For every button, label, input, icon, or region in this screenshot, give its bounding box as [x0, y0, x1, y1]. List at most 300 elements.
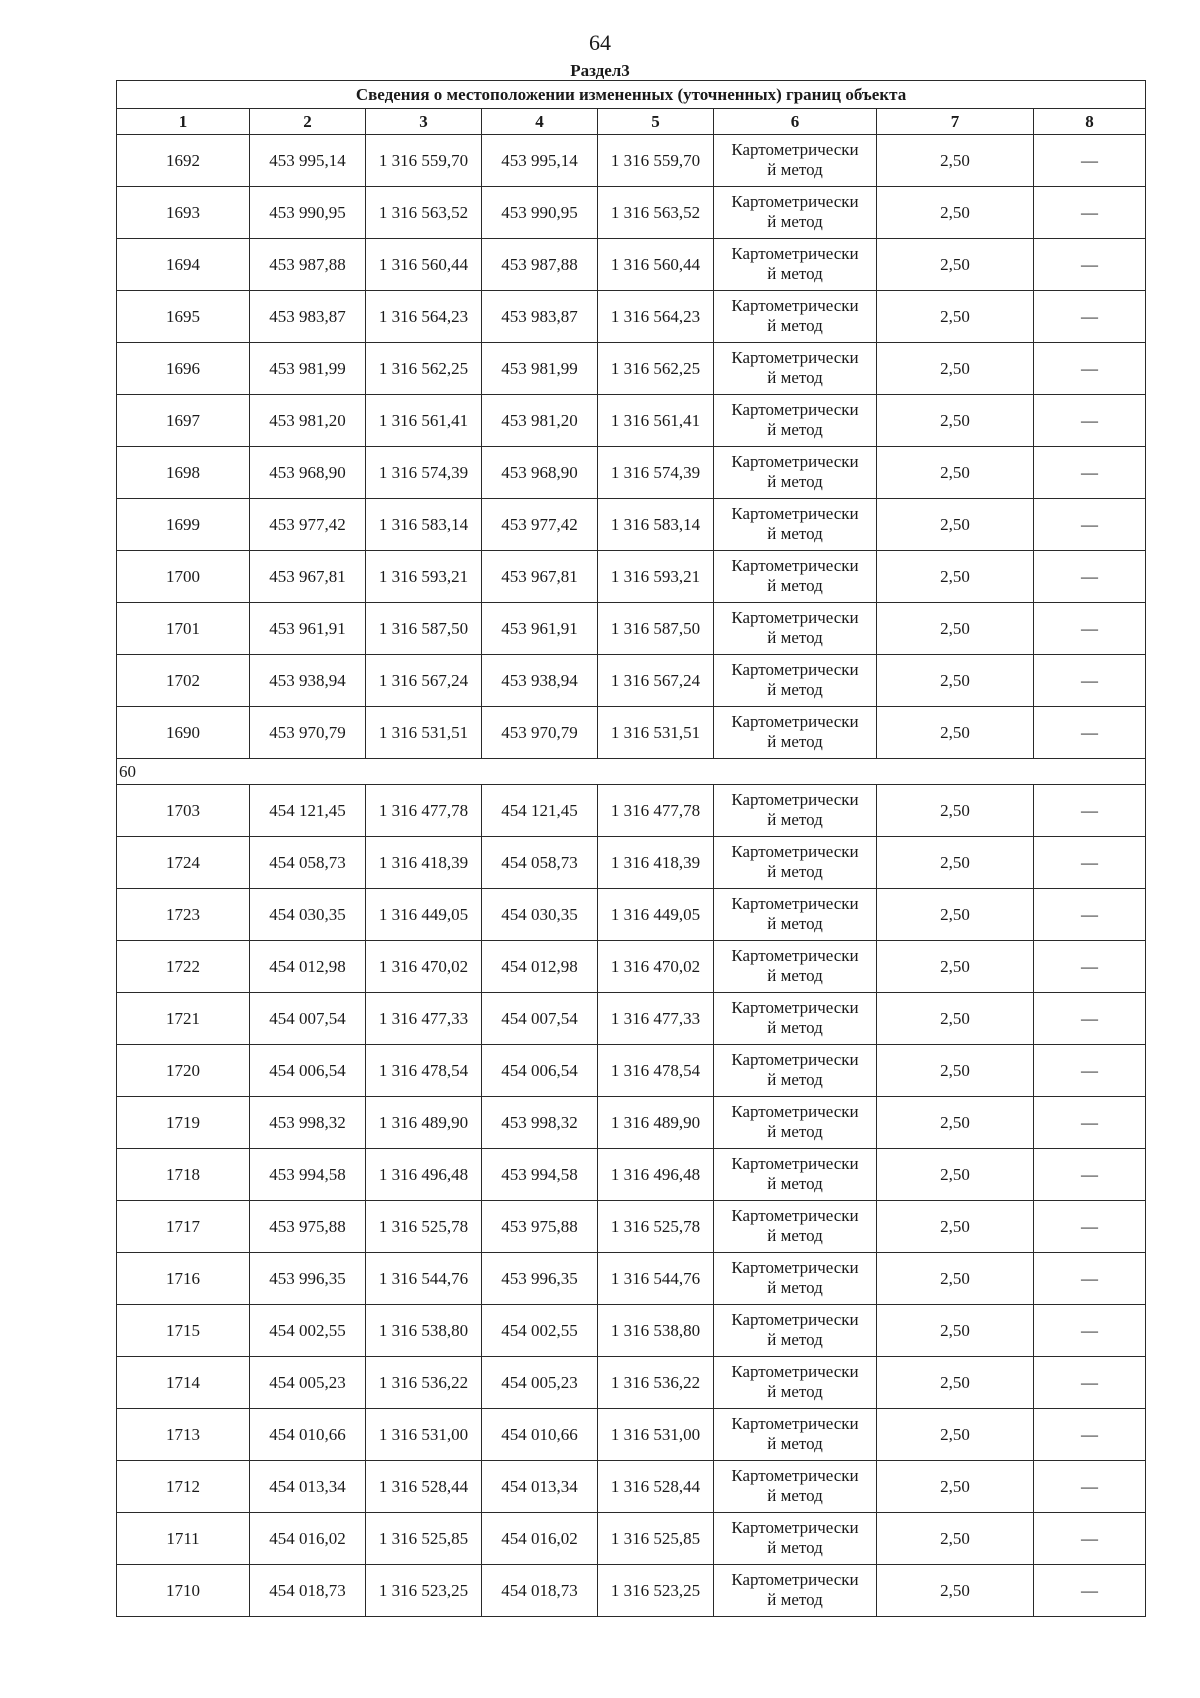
column-number: 3: [366, 109, 482, 135]
x-existing: 453 968,90: [250, 447, 366, 499]
x-existing: 453 967,81: [250, 551, 366, 603]
y-existing: 1 316 561,41: [366, 395, 482, 447]
method: [714, 889, 877, 941]
point-description: —: [1034, 239, 1146, 291]
y-new: 1 316 489,90: [598, 1097, 714, 1149]
method: [714, 655, 877, 707]
method: [714, 187, 877, 239]
x-new: 453 981,20: [482, 395, 598, 447]
accuracy: 2,50: [877, 889, 1034, 941]
y-new: 1 316 583,14: [598, 499, 714, 551]
accuracy: 2,50: [877, 447, 1034, 499]
method-line: Картометрически: [731, 1153, 859, 1173]
table-body: [117, 135, 1146, 1617]
accuracy: 2,50: [877, 603, 1034, 655]
method: [714, 1565, 877, 1617]
x-existing: 453 990,95: [250, 187, 366, 239]
x-new: 453 938,94: [482, 655, 598, 707]
x-new: 454 006,54: [482, 1045, 598, 1097]
method-line: Картометрически: [731, 997, 859, 1017]
x-existing: 454 002,55: [250, 1305, 366, 1357]
method-line: й метод: [767, 679, 823, 699]
column-number: 5: [598, 109, 714, 135]
y-new: 1 316 561,41: [598, 395, 714, 447]
method-line: й метод: [767, 1537, 823, 1557]
method-line: Картометрически: [731, 191, 859, 211]
table-row: [117, 1097, 1146, 1149]
y-new: 1 316 567,24: [598, 655, 714, 707]
method-line: й метод: [767, 159, 823, 179]
x-existing: 454 006,54: [250, 1045, 366, 1097]
y-existing: 1 316 567,24: [366, 655, 482, 707]
method-line: й метод: [767, 627, 823, 647]
x-new: 454 058,73: [482, 837, 598, 889]
method-line: й метод: [767, 913, 823, 933]
point-description: —: [1034, 785, 1146, 837]
method-line: й метод: [767, 523, 823, 543]
method-line: Картометрически: [731, 711, 859, 731]
method: [714, 1253, 877, 1305]
table-row: [117, 1409, 1146, 1461]
column-number: 1: [117, 109, 250, 135]
y-existing: 1 316 528,44: [366, 1461, 482, 1513]
x-new: 453 968,90: [482, 447, 598, 499]
method: [714, 837, 877, 889]
x-new: 453 996,35: [482, 1253, 598, 1305]
x-new: 453 977,42: [482, 499, 598, 551]
method: [714, 1461, 877, 1513]
y-existing: 1 316 449,05: [366, 889, 482, 941]
point-number: 1720: [117, 1045, 250, 1097]
y-existing: 1 316 531,51: [366, 707, 482, 759]
y-existing: 1 316 560,44: [366, 239, 482, 291]
method-line: й метод: [767, 263, 823, 283]
method-line: й метод: [767, 861, 823, 881]
point-description: —: [1034, 889, 1146, 941]
x-new: 453 998,32: [482, 1097, 598, 1149]
method-line: Картометрически: [731, 399, 859, 419]
x-new: 453 975,88: [482, 1201, 598, 1253]
point-number: 1698: [117, 447, 250, 499]
point-number: 1722: [117, 941, 250, 993]
y-new: 1 316 418,39: [598, 837, 714, 889]
x-new: 453 981,99: [482, 343, 598, 395]
y-existing: 1 316 574,39: [366, 447, 482, 499]
method-line: й метод: [767, 731, 823, 751]
point-number: 1701: [117, 603, 250, 655]
method: [714, 707, 877, 759]
x-new: 454 121,45: [482, 785, 598, 837]
x-existing: 453 994,58: [250, 1149, 366, 1201]
table-row: [117, 941, 1146, 993]
point-number: 1719: [117, 1097, 250, 1149]
point-description: —: [1034, 187, 1146, 239]
column-number: 4: [482, 109, 598, 135]
accuracy: 2,50: [877, 707, 1034, 759]
y-existing: 1 316 538,80: [366, 1305, 482, 1357]
point-number: 1718: [117, 1149, 250, 1201]
method: [714, 499, 877, 551]
y-new: 1 316 544,76: [598, 1253, 714, 1305]
point-description: —: [1034, 993, 1146, 1045]
group-label: 60: [117, 759, 1146, 785]
x-new: 454 030,35: [482, 889, 598, 941]
method: [714, 1097, 877, 1149]
method-line: й метод: [767, 419, 823, 439]
table-row: [117, 551, 1146, 603]
point-description: —: [1034, 291, 1146, 343]
x-existing: 453 983,87: [250, 291, 366, 343]
x-existing: 453 981,99: [250, 343, 366, 395]
method-line: й метод: [767, 211, 823, 231]
section-title: Раздел3: [570, 61, 630, 80]
y-new: 1 316 496,48: [598, 1149, 714, 1201]
point-description: —: [1034, 1201, 1146, 1253]
method: [714, 1149, 877, 1201]
method: [714, 1201, 877, 1253]
y-new: 1 316 477,33: [598, 993, 714, 1045]
method: [714, 1357, 877, 1409]
y-new: 1 316 587,50: [598, 603, 714, 655]
y-existing: 1 316 496,48: [366, 1149, 482, 1201]
x-existing: 453 995,14: [250, 135, 366, 187]
x-new: 453 983,87: [482, 291, 598, 343]
x-existing: 454 058,73: [250, 837, 366, 889]
point-description: —: [1034, 603, 1146, 655]
point-number: 1693: [117, 187, 250, 239]
method-line: й метод: [767, 1173, 823, 1193]
point-description: —: [1034, 499, 1146, 551]
method: [714, 785, 877, 837]
method-line: й метод: [767, 1017, 823, 1037]
x-existing: 454 012,98: [250, 941, 366, 993]
boundary-coordinates-table: [116, 80, 1146, 1617]
point-number: 1695: [117, 291, 250, 343]
y-new: 1 316 449,05: [598, 889, 714, 941]
y-new: 1 316 528,44: [598, 1461, 714, 1513]
table-row: [117, 889, 1146, 941]
point-number: 1716: [117, 1253, 250, 1305]
accuracy: 2,50: [877, 655, 1034, 707]
table-row: [117, 993, 1146, 1045]
x-existing: 453 987,88: [250, 239, 366, 291]
point-number: 1724: [117, 837, 250, 889]
column-number: 8: [1034, 109, 1146, 135]
method-line: Картометрически: [731, 607, 859, 627]
point-number: 1711: [117, 1513, 250, 1565]
x-existing: 454 010,66: [250, 1409, 366, 1461]
accuracy: 2,50: [877, 837, 1034, 889]
y-new: 1 316 564,23: [598, 291, 714, 343]
point-description: —: [1034, 1097, 1146, 1149]
accuracy: 2,50: [877, 1565, 1034, 1617]
accuracy: 2,50: [877, 1357, 1034, 1409]
y-new: 1 316 538,80: [598, 1305, 714, 1357]
point-number: 1690: [117, 707, 250, 759]
table-row: [117, 1305, 1146, 1357]
method-line: Картометрически: [731, 295, 859, 315]
x-existing: 453 996,35: [250, 1253, 366, 1305]
point-description: —: [1034, 1513, 1146, 1565]
point-description: —: [1034, 1253, 1146, 1305]
table-row: [117, 1565, 1146, 1617]
point-description: —: [1034, 1357, 1146, 1409]
accuracy: 2,50: [877, 941, 1034, 993]
accuracy: 2,50: [877, 1513, 1034, 1565]
point-number: 1712: [117, 1461, 250, 1513]
table-row: [117, 1357, 1146, 1409]
table-row: [117, 343, 1146, 395]
accuracy: 2,50: [877, 395, 1034, 447]
table-row: [117, 187, 1146, 239]
method: [714, 1409, 877, 1461]
method-line: й метод: [767, 1589, 823, 1609]
method: [714, 239, 877, 291]
y-existing: 1 316 536,22: [366, 1357, 482, 1409]
y-existing: 1 316 583,14: [366, 499, 482, 551]
method-line: й метод: [767, 1485, 823, 1505]
method-line: Картометрически: [731, 347, 859, 367]
point-number: 1696: [117, 343, 250, 395]
x-existing: 454 013,34: [250, 1461, 366, 1513]
x-existing: 454 018,73: [250, 1565, 366, 1617]
y-new: 1 316 525,78: [598, 1201, 714, 1253]
table-row: [117, 707, 1146, 759]
x-existing: 453 938,94: [250, 655, 366, 707]
method-line: й метод: [767, 315, 823, 335]
method-line: й метод: [767, 1069, 823, 1089]
x-new: 453 990,95: [482, 187, 598, 239]
method-line: Картометрически: [731, 659, 859, 679]
y-existing: 1 316 477,33: [366, 993, 482, 1045]
point-description: —: [1034, 1409, 1146, 1461]
x-existing: 454 016,02: [250, 1513, 366, 1565]
y-new: 1 316 560,44: [598, 239, 714, 291]
accuracy: 2,50: [877, 551, 1034, 603]
method-line: Картометрически: [731, 945, 859, 965]
accuracy: 2,50: [877, 1253, 1034, 1305]
table-row: [117, 1513, 1146, 1565]
y-existing: 1 316 564,23: [366, 291, 482, 343]
y-existing: 1 316 470,02: [366, 941, 482, 993]
accuracy: 2,50: [877, 1409, 1034, 1461]
y-new: 1 316 477,78: [598, 785, 714, 837]
point-number: 1714: [117, 1357, 250, 1409]
y-existing: 1 316 562,25: [366, 343, 482, 395]
x-new: 453 994,58: [482, 1149, 598, 1201]
y-existing: 1 316 559,70: [366, 135, 482, 187]
method: [714, 135, 877, 187]
column-number-row: [117, 109, 1146, 135]
x-new: 453 995,14: [482, 135, 598, 187]
table-row: [117, 837, 1146, 889]
y-new: 1 316 531,51: [598, 707, 714, 759]
method-line: й метод: [767, 575, 823, 595]
y-existing: 1 316 523,25: [366, 1565, 482, 1617]
accuracy: 2,50: [877, 993, 1034, 1045]
point-number: 1694: [117, 239, 250, 291]
y-existing: 1 316 531,00: [366, 1409, 482, 1461]
method-line: й метод: [767, 1381, 823, 1401]
x-existing: 453 977,42: [250, 499, 366, 551]
x-existing: 453 961,91: [250, 603, 366, 655]
x-new: 454 012,98: [482, 941, 598, 993]
point-number: 1697: [117, 395, 250, 447]
method-line: й метод: [767, 471, 823, 491]
method: [714, 291, 877, 343]
table-row: [117, 1149, 1146, 1201]
method-line: й метод: [767, 1225, 823, 1245]
point-number: 1700: [117, 551, 250, 603]
point-number: 1699: [117, 499, 250, 551]
point-number: 1692: [117, 135, 250, 187]
accuracy: 2,50: [877, 343, 1034, 395]
accuracy: 2,50: [877, 291, 1034, 343]
accuracy: 2,50: [877, 1097, 1034, 1149]
method-line: Картометрически: [731, 1569, 859, 1589]
point-description: —: [1034, 1461, 1146, 1513]
method-line: Картометрически: [731, 789, 859, 809]
method: [714, 993, 877, 1045]
method: [714, 941, 877, 993]
x-existing: 453 998,32: [250, 1097, 366, 1149]
table-row: [117, 655, 1146, 707]
y-new: 1 316 525,85: [598, 1513, 714, 1565]
table-row: [117, 395, 1146, 447]
y-existing: 1 316 563,52: [366, 187, 482, 239]
column-number: 6: [714, 109, 877, 135]
method-line: Картометрически: [731, 243, 859, 263]
y-existing: 1 316 418,39: [366, 837, 482, 889]
method: [714, 551, 877, 603]
point-description: —: [1034, 343, 1146, 395]
table-row: [117, 1461, 1146, 1513]
x-new: 454 013,34: [482, 1461, 598, 1513]
method-line: й метод: [767, 1121, 823, 1141]
y-new: 1 316 562,25: [598, 343, 714, 395]
table-row: [117, 785, 1146, 837]
table-row: [117, 499, 1146, 551]
point-description: —: [1034, 1305, 1146, 1357]
y-new: 1 316 563,52: [598, 187, 714, 239]
point-description: —: [1034, 551, 1146, 603]
point-description: —: [1034, 655, 1146, 707]
y-new: 1 316 523,25: [598, 1565, 714, 1617]
point-description: —: [1034, 135, 1146, 187]
method-line: й метод: [767, 1277, 823, 1297]
x-new: 453 967,81: [482, 551, 598, 603]
table-row: [117, 447, 1146, 499]
y-new: 1 316 559,70: [598, 135, 714, 187]
point-number: 1723: [117, 889, 250, 941]
y-new: 1 316 531,00: [598, 1409, 714, 1461]
table-row: [117, 603, 1146, 655]
column-number: 7: [877, 109, 1034, 135]
x-new: 454 018,73: [482, 1565, 598, 1617]
x-existing: 454 005,23: [250, 1357, 366, 1409]
y-existing: 1 316 525,78: [366, 1201, 482, 1253]
point-description: —: [1034, 1565, 1146, 1617]
method: [714, 603, 877, 655]
y-new: 1 316 470,02: [598, 941, 714, 993]
method-line: Картометрически: [731, 893, 859, 913]
x-new: 454 005,23: [482, 1357, 598, 1409]
point-number: 1702: [117, 655, 250, 707]
point-description: —: [1034, 941, 1146, 993]
page-number: 64: [589, 30, 611, 55]
x-new: 454 016,02: [482, 1513, 598, 1565]
accuracy: 2,50: [877, 135, 1034, 187]
point-number: 1717: [117, 1201, 250, 1253]
method-line: й метод: [767, 1433, 823, 1453]
method-line: Картометрически: [731, 451, 859, 471]
y-new: 1 316 478,54: [598, 1045, 714, 1097]
method-line: Картометрически: [731, 1049, 859, 1069]
method-line: Картометрически: [731, 841, 859, 861]
table-row: [117, 135, 1146, 187]
point-description: —: [1034, 837, 1146, 889]
method-line: Картометрически: [731, 1309, 859, 1329]
accuracy: 2,50: [877, 1305, 1034, 1357]
column-number: 2: [250, 109, 366, 135]
accuracy: 2,50: [877, 187, 1034, 239]
method-line: Картометрически: [731, 503, 859, 523]
method-line: Картометрически: [731, 1101, 859, 1121]
method: [714, 1045, 877, 1097]
point-description: —: [1034, 447, 1146, 499]
y-existing: 1 316 477,78: [366, 785, 482, 837]
x-new: 454 010,66: [482, 1409, 598, 1461]
y-new: 1 316 536,22: [598, 1357, 714, 1409]
y-new: 1 316 574,39: [598, 447, 714, 499]
point-description: —: [1034, 1149, 1146, 1201]
accuracy: 2,50: [877, 785, 1034, 837]
table-caption-row: [117, 81, 1146, 109]
y-existing: 1 316 587,50: [366, 603, 482, 655]
x-existing: 453 975,88: [250, 1201, 366, 1253]
x-new: 453 970,79: [482, 707, 598, 759]
method-line: й метод: [767, 1329, 823, 1349]
table-row: [117, 291, 1146, 343]
point-number: 1713: [117, 1409, 250, 1461]
method-line: Картометрически: [731, 1413, 859, 1433]
accuracy: 2,50: [877, 1149, 1034, 1201]
point-description: —: [1034, 1045, 1146, 1097]
y-existing: 1 316 544,76: [366, 1253, 482, 1305]
method-line: Картометрически: [731, 1205, 859, 1225]
method: [714, 395, 877, 447]
method-line: й метод: [767, 965, 823, 985]
method-line: Картометрически: [731, 1465, 859, 1485]
method-line: Картометрически: [731, 1361, 859, 1381]
x-new: 453 987,88: [482, 239, 598, 291]
accuracy: 2,50: [877, 499, 1034, 551]
table-row: [117, 239, 1146, 291]
accuracy: 2,50: [877, 239, 1034, 291]
table-caption: Сведения о местоположении измененных (уточненных) границ объекта: [117, 81, 1146, 109]
point-number: 1715: [117, 1305, 250, 1357]
method-line: й метод: [767, 367, 823, 387]
x-existing: 454 121,45: [250, 785, 366, 837]
x-new: 453 961,91: [482, 603, 598, 655]
method: [714, 447, 877, 499]
method-line: й метод: [767, 809, 823, 829]
point-number: 1721: [117, 993, 250, 1045]
point-number: 1710: [117, 1565, 250, 1617]
table-group-row: [117, 759, 1146, 785]
method-line: Картометрически: [731, 139, 859, 159]
method: [714, 1513, 877, 1565]
